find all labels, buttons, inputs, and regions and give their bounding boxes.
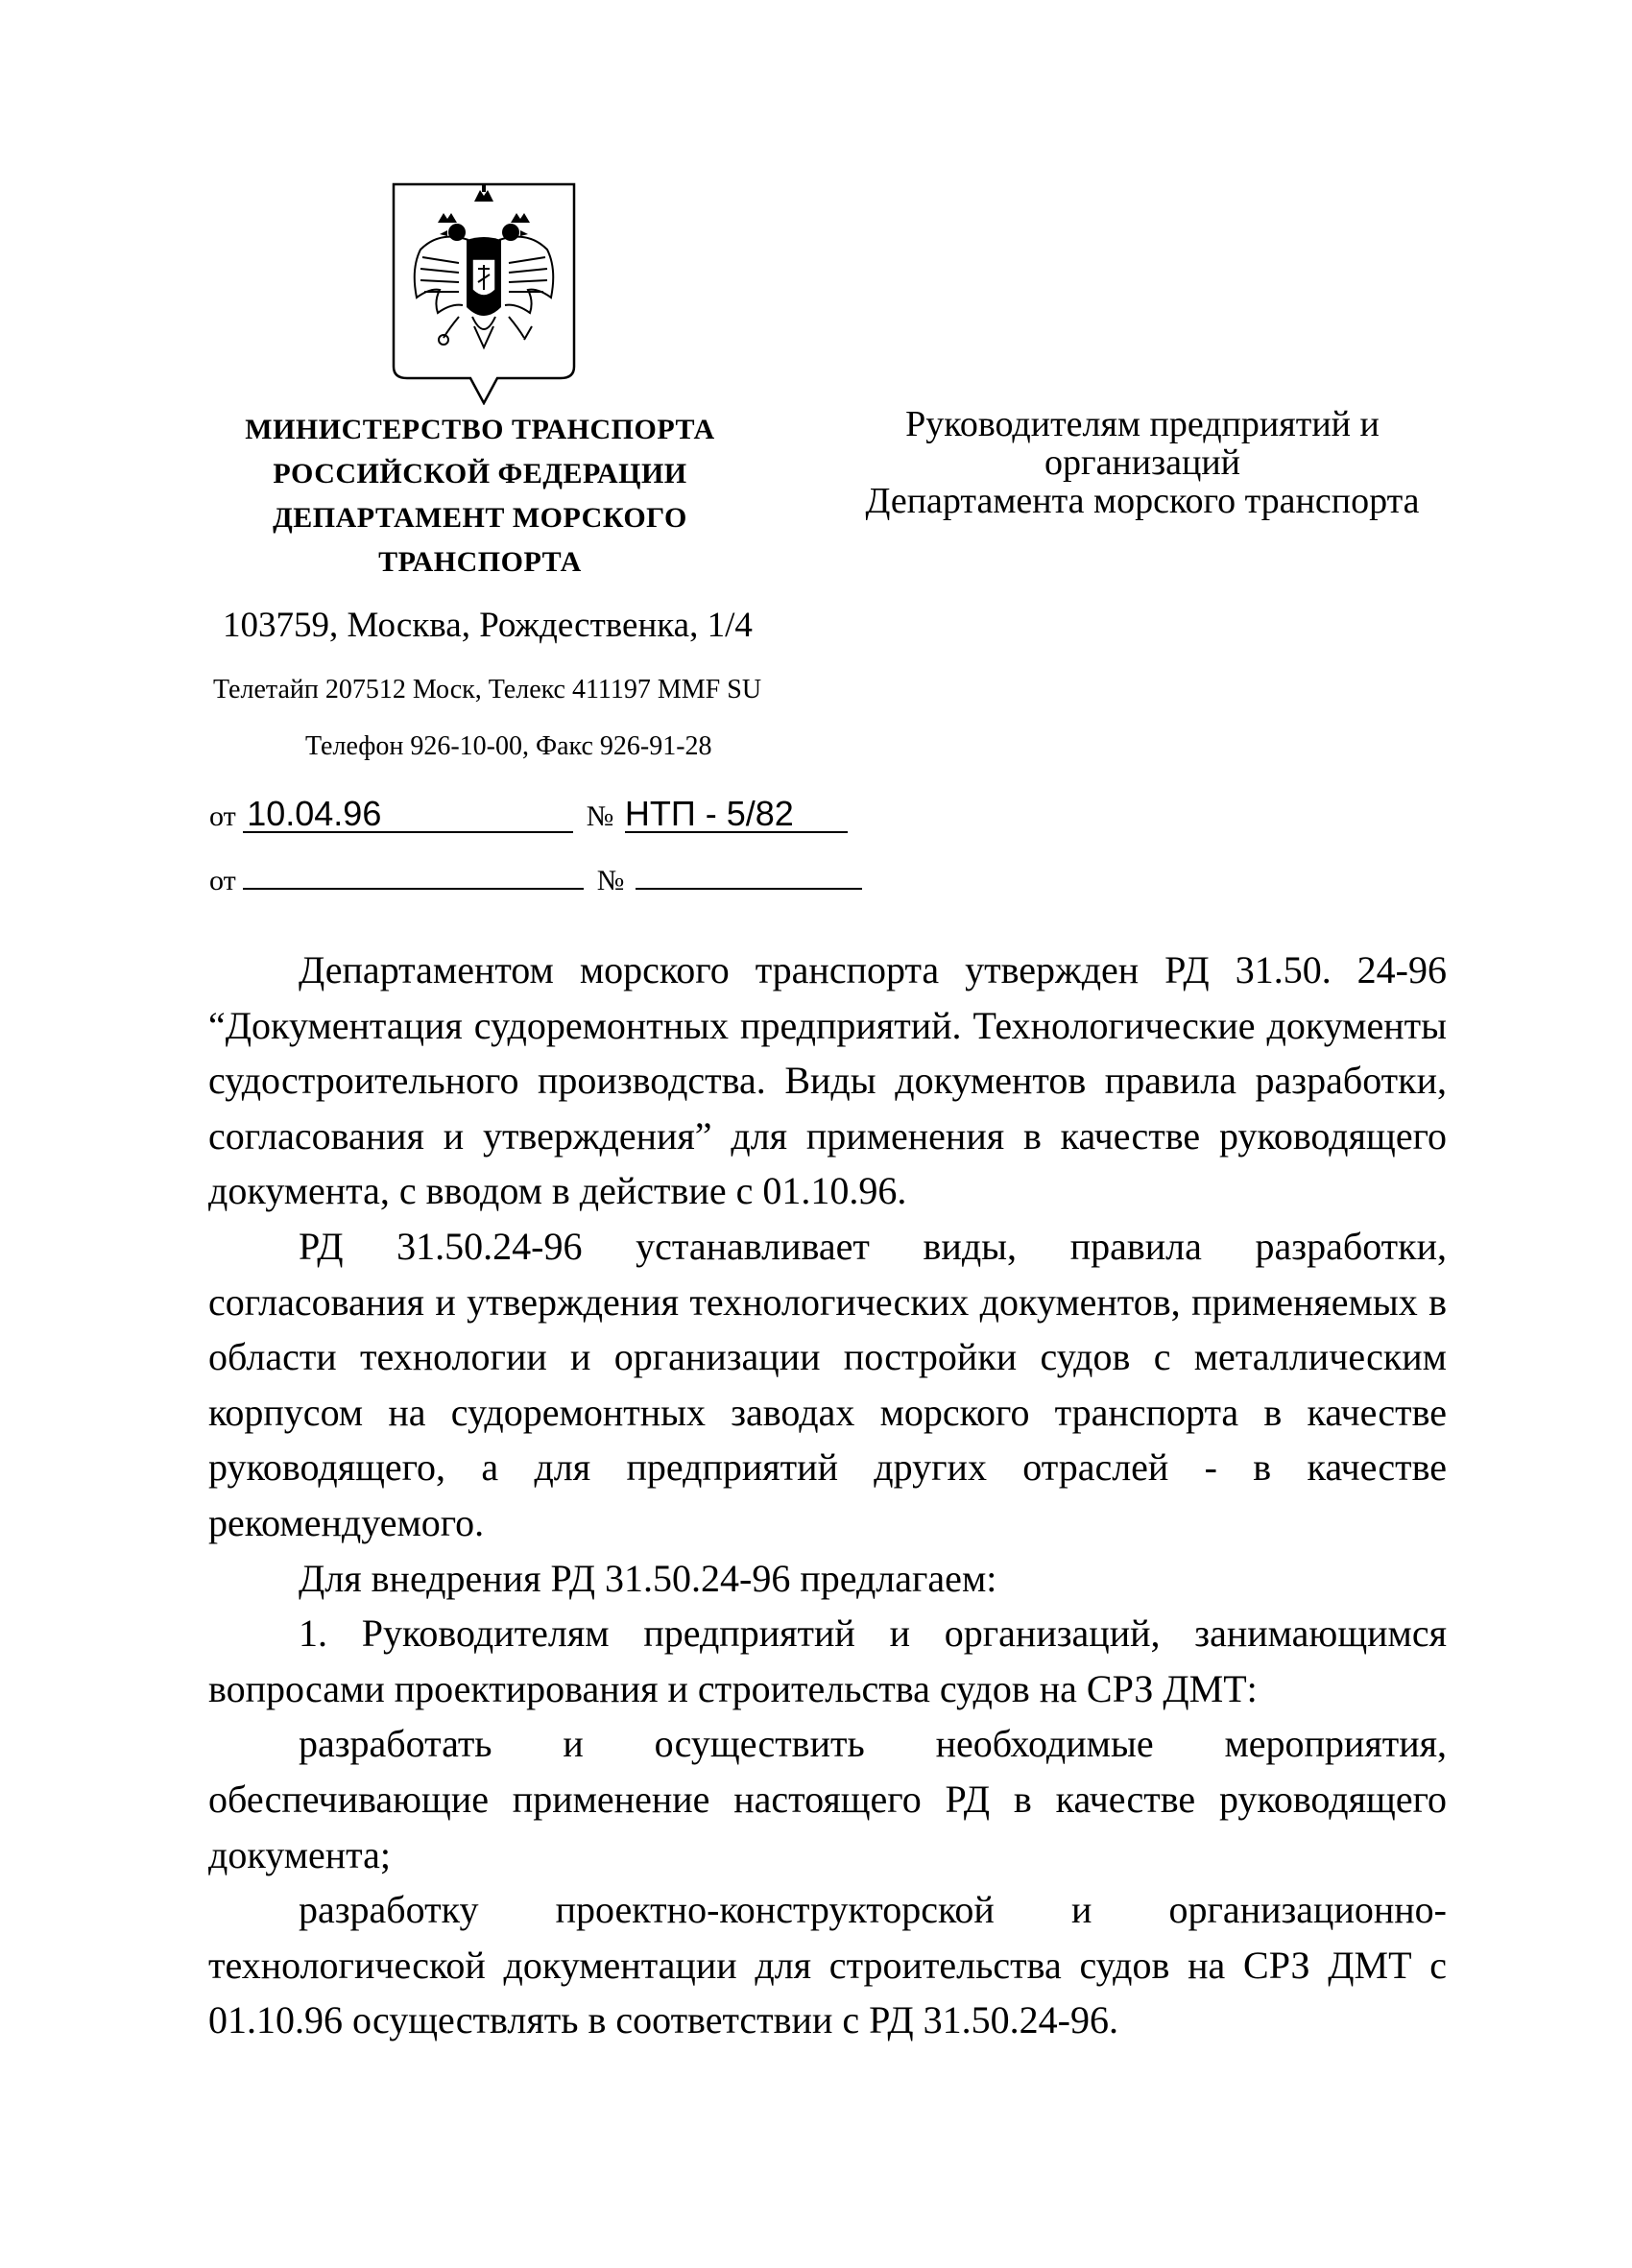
number-label-blank: № bbox=[596, 865, 625, 896]
reference-line-filled bbox=[209, 794, 848, 833]
date-blank-field bbox=[243, 859, 584, 890]
reference-line-blank bbox=[209, 859, 862, 897]
letter-body bbox=[208, 943, 1447, 2048]
letterhead-line-ministry: МИНИСТЕРСТВО ТРАНСПОРТА bbox=[245, 414, 715, 445]
paragraph-documentation: разработку проектно-конструкторской и организационно-технологической документации для строительства судов на СРЗ ДМТ с 01.10.96 осуществлять в соответствии с РД 31.50.24-96. bbox=[208, 1888, 1447, 2042]
letterhead-line-federation: РОССИЙСКОЙ ФЕДЕРАЦИИ bbox=[273, 458, 687, 489]
paragraph-measures: разработать и осуществить необходимые мероприятия, обеспечивающие применение настоящего РД в качестве руководящего документа; bbox=[208, 1722, 1447, 1876]
addressee-line-2: организаций bbox=[1044, 442, 1240, 483]
number-blank-field bbox=[636, 859, 862, 890]
paragraph-item-1: 1. Руководителям предприятий и организаций, занимающимся вопросами проектирования и строительства судов на СРЗ ДМТ: bbox=[208, 1611, 1447, 1710]
paragraph-approval: Департаментом морского транспорта утвержден РД 31.50. 24-96 “Документация судоремонтных предприятий. Технологические документы судостроительного производства. Виды документов правила разработки, согласования и утверждения” для применения в качестве руководящего документа, с вводом в действие с 01.10.96. bbox=[208, 948, 1447, 1213]
letterhead-teletype: Телетайп 207512 Моск, Телекс 411197 MMF SU bbox=[213, 675, 762, 704]
addressee-line-1: Руководителям предприятий и bbox=[905, 404, 1380, 444]
letterhead-phone: Телефон 926-10-00, Факс 926-91-28 bbox=[305, 731, 712, 761]
letterhead-address: 103759, Москва, Рождественка, 1/4 bbox=[223, 606, 753, 645]
addressee-block bbox=[826, 405, 1459, 520]
number-label: № bbox=[586, 800, 614, 832]
date-label-blank: от bbox=[209, 865, 236, 896]
paragraph-scope: РД 31.50.24-96 устанавливает виды, правила разработки, согласования и утверждения технологических документов, применяемых в области технологии и организации постройки судов с металлическим корпусом на судоремонтных заводах морского транспорта в качестве руководящего, а для предприятий других отраслей - в качестве рекомендуемого. bbox=[208, 1224, 1447, 1544]
date-label: от bbox=[209, 800, 236, 832]
paragraph-proposal-intro: Для внедрения РД 31.50.24-96 предлагаем: bbox=[299, 1556, 997, 1600]
letterhead-line-transport: ТРАНСПОРТА bbox=[378, 546, 582, 578]
letterhead-line-department: ДЕПАРТАМЕНТ МОРСКОГО bbox=[273, 502, 687, 534]
letterhead-organization bbox=[192, 408, 768, 585]
addressee-line-3: Департамента морского транспорта bbox=[865, 481, 1420, 521]
date-value: 10.04.96 bbox=[243, 797, 573, 833]
russian-double-headed-eagle-emblem-icon bbox=[392, 182, 576, 405]
number-value: НТП - 5/82 bbox=[625, 797, 848, 833]
